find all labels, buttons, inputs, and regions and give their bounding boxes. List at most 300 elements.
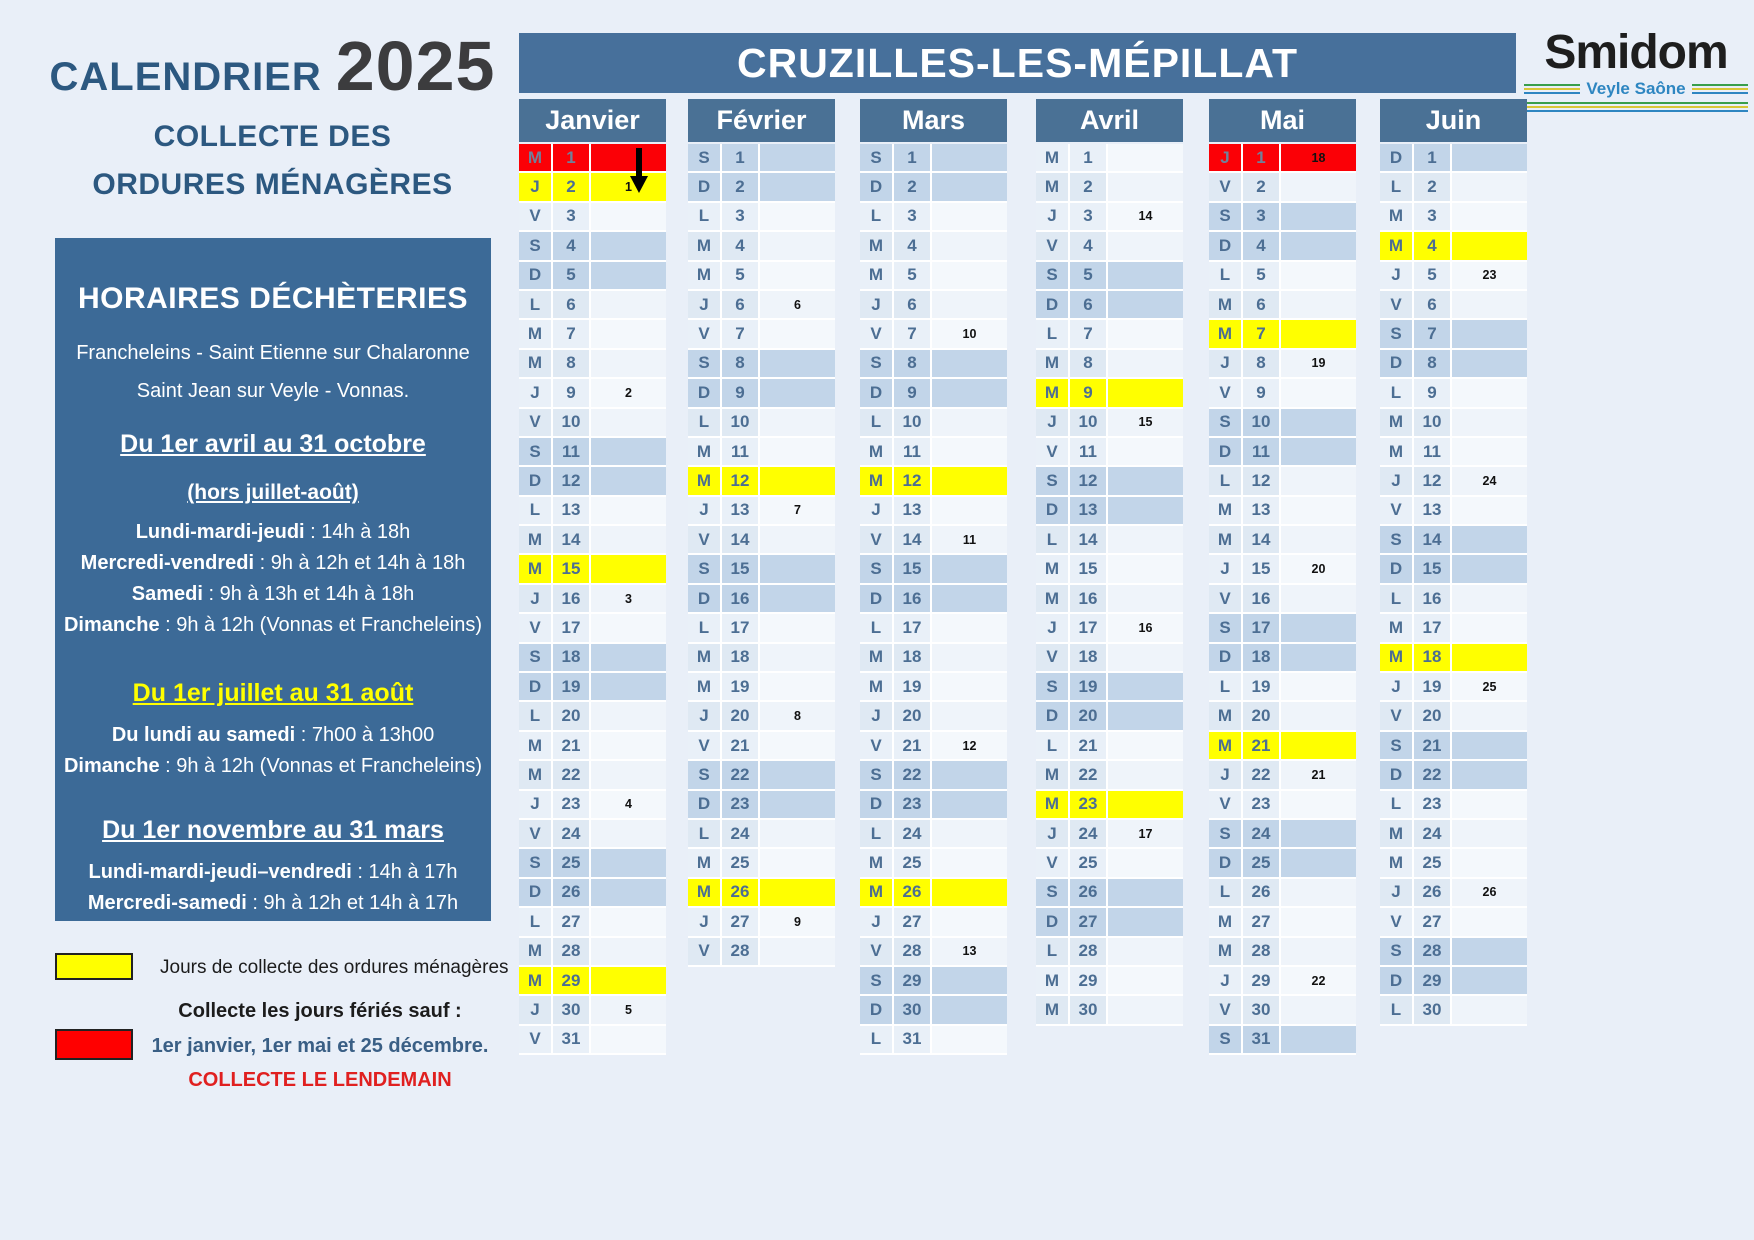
day-row xyxy=(860,350,1007,379)
day-number: 1 xyxy=(722,144,760,173)
day-letter: M xyxy=(519,526,553,555)
day-number: 23 xyxy=(1243,791,1281,820)
day-number: 12 xyxy=(1414,467,1452,496)
day-row xyxy=(860,938,1007,967)
day-row xyxy=(519,497,666,526)
week-number-cell xyxy=(591,614,666,643)
day-letter: M xyxy=(1036,144,1070,173)
day-letter: S xyxy=(1036,879,1070,908)
day-letter: J xyxy=(1380,467,1414,496)
day-letter: M xyxy=(519,350,553,379)
day-row xyxy=(688,173,835,202)
day-row xyxy=(860,614,1007,643)
week-number-cell xyxy=(760,938,835,967)
day-number: 10 xyxy=(553,409,591,438)
day-number: 17 xyxy=(1070,614,1108,643)
day-row xyxy=(1380,732,1527,761)
day-letter: D xyxy=(519,879,553,908)
day-number: 2 xyxy=(553,173,591,202)
week-number-cell xyxy=(1281,996,1356,1025)
day-number: 22 xyxy=(894,761,932,790)
day-number: 22 xyxy=(1414,761,1452,790)
week-number-cell xyxy=(932,438,1007,467)
day-row xyxy=(519,379,666,408)
week-number-cell xyxy=(932,820,1007,849)
day-letter: M xyxy=(1209,702,1243,731)
day-row xyxy=(688,262,835,291)
day-row xyxy=(1036,173,1183,202)
day-number: 28 xyxy=(1243,938,1281,967)
week-number-cell xyxy=(591,291,666,320)
week-number-cell xyxy=(1452,849,1527,878)
day-letter: D xyxy=(1209,232,1243,261)
day-letter: M xyxy=(519,555,553,584)
day-letter: M xyxy=(1380,409,1414,438)
day-letter: D xyxy=(860,173,894,202)
day-number: 26 xyxy=(1243,879,1281,908)
day-row xyxy=(1209,791,1356,820)
week-number-cell xyxy=(1452,291,1527,320)
day-letter: M xyxy=(860,879,894,908)
day-letter: L xyxy=(688,614,722,643)
day-number: 20 xyxy=(553,702,591,731)
day-number: 27 xyxy=(1070,908,1108,937)
title-line xyxy=(50,26,495,106)
week-number-cell xyxy=(1281,702,1356,731)
day-number: 27 xyxy=(1414,908,1452,937)
day-letter: L xyxy=(1036,320,1070,349)
day-number: 25 xyxy=(894,849,932,878)
day-letter: D xyxy=(860,585,894,614)
month-column xyxy=(519,99,666,1055)
day-letter: M xyxy=(860,232,894,261)
day-row xyxy=(688,526,835,555)
day-letter: S xyxy=(519,232,553,261)
week-number-cell xyxy=(1108,849,1183,878)
day-letter: M xyxy=(1380,644,1414,673)
week-number-cell xyxy=(1452,585,1527,614)
day-row xyxy=(1036,879,1183,908)
day-letter: V xyxy=(519,203,553,232)
day-number: 6 xyxy=(894,291,932,320)
day-row xyxy=(1380,938,1527,967)
day-letter: S xyxy=(1036,467,1070,496)
day-number: 27 xyxy=(894,908,932,937)
day-number: 8 xyxy=(553,350,591,379)
day-number: 13 xyxy=(1070,497,1108,526)
day-number: 4 xyxy=(722,232,760,261)
week-number-cell: 21 xyxy=(1281,761,1356,790)
day-letter: L xyxy=(519,702,553,731)
day-row xyxy=(1036,996,1183,1025)
week-number-cell: 4 xyxy=(591,791,666,820)
day-number: 4 xyxy=(553,232,591,261)
day-row xyxy=(860,1026,1007,1055)
day-number: 28 xyxy=(894,938,932,967)
day-row xyxy=(1036,938,1183,967)
day-row xyxy=(1036,409,1183,438)
week-number-cell xyxy=(1108,879,1183,908)
day-row xyxy=(1380,673,1527,702)
day-row xyxy=(860,879,1007,908)
day-letter: J xyxy=(519,379,553,408)
day-row xyxy=(860,849,1007,878)
page-title: CALENDRIER xyxy=(49,55,322,99)
day-row xyxy=(519,320,666,349)
day-row xyxy=(688,585,835,614)
subtitle-line1: COLLECTE DES xyxy=(153,120,392,153)
day-row xyxy=(1380,908,1527,937)
week-number-cell: 22 xyxy=(1281,967,1356,996)
day-row xyxy=(688,467,835,496)
day-number: 4 xyxy=(1414,232,1452,261)
day-row xyxy=(1036,820,1183,849)
day-letter: V xyxy=(1209,585,1243,614)
day-number: 30 xyxy=(1414,996,1452,1025)
day-letter: M xyxy=(1036,761,1070,790)
day-row xyxy=(1209,497,1356,526)
week-number-cell xyxy=(1452,173,1527,202)
week-number-cell xyxy=(1108,526,1183,555)
day-letter: M xyxy=(688,673,722,702)
day-number: 17 xyxy=(1414,614,1452,643)
day-letter: V xyxy=(1209,173,1243,202)
day-letter: S xyxy=(1380,320,1414,349)
day-number: 31 xyxy=(1243,1026,1281,1055)
day-letter: V xyxy=(688,320,722,349)
week-number-cell xyxy=(591,938,666,967)
week-number-cell: 15 xyxy=(1108,409,1183,438)
day-number: 2 xyxy=(1243,173,1281,202)
day-row xyxy=(1036,379,1183,408)
day-letter: M xyxy=(1380,203,1414,232)
week-number-cell xyxy=(760,262,835,291)
week-number-cell xyxy=(760,203,835,232)
legend-holiday-note: COLLECTE LE LENDEMAIN xyxy=(188,1069,452,1091)
day-number: 28 xyxy=(1070,938,1108,967)
day-letter: L xyxy=(860,614,894,643)
day-number: 6 xyxy=(1414,291,1452,320)
day-row xyxy=(1209,585,1356,614)
day-number: 29 xyxy=(894,967,932,996)
schedule-entry: Mercredi-vendredi : 9h à 12h et 14h à 18h xyxy=(80,552,466,574)
day-number: 9 xyxy=(1414,379,1452,408)
week-number-cell xyxy=(932,791,1007,820)
day-letter: M xyxy=(519,732,553,761)
day-letter: V xyxy=(860,938,894,967)
day-row xyxy=(519,673,666,702)
week-number-cell xyxy=(1452,232,1527,261)
day-letter: M xyxy=(1209,938,1243,967)
day-letter: D xyxy=(1036,908,1070,937)
week-number-cell xyxy=(932,173,1007,202)
day-number: 16 xyxy=(1243,585,1281,614)
day-row xyxy=(860,320,1007,349)
day-number: 23 xyxy=(894,791,932,820)
day-letter: M xyxy=(860,644,894,673)
day-number: 26 xyxy=(1070,879,1108,908)
day-letter: M xyxy=(1380,438,1414,467)
day-letter: J xyxy=(1036,820,1070,849)
day-letter: S xyxy=(1380,732,1414,761)
week-number-cell xyxy=(932,291,1007,320)
smidom-logo xyxy=(1524,28,1748,112)
day-row xyxy=(1380,291,1527,320)
day-number: 1 xyxy=(1243,144,1281,173)
day-letter: J xyxy=(688,702,722,731)
day-letter: S xyxy=(519,644,553,673)
day-number: 13 xyxy=(553,497,591,526)
day-row xyxy=(1209,1026,1356,1055)
week-number-cell: 26 xyxy=(1452,879,1527,908)
day-number: 30 xyxy=(894,996,932,1025)
week-number-cell xyxy=(932,144,1007,173)
day-row xyxy=(1380,761,1527,790)
week-number-cell xyxy=(1452,320,1527,349)
day-row xyxy=(1209,467,1356,496)
week-number-cell xyxy=(760,614,835,643)
day-number: 19 xyxy=(1070,673,1108,702)
day-number: 13 xyxy=(894,497,932,526)
day-number: 28 xyxy=(1414,938,1452,967)
day-row xyxy=(519,732,666,761)
week-number-cell xyxy=(1281,820,1356,849)
day-row xyxy=(688,732,835,761)
day-letter: L xyxy=(1036,938,1070,967)
day-number: 20 xyxy=(1070,702,1108,731)
day-row xyxy=(1209,409,1356,438)
week-number-cell xyxy=(1281,291,1356,320)
day-row xyxy=(1036,526,1183,555)
day-letter: V xyxy=(1380,497,1414,526)
week-number-cell xyxy=(591,555,666,584)
day-number: 2 xyxy=(722,173,760,202)
day-number: 7 xyxy=(1070,320,1108,349)
day-row xyxy=(519,555,666,584)
day-number: 17 xyxy=(1243,614,1281,643)
day-number: 19 xyxy=(894,673,932,702)
week-number-cell xyxy=(591,761,666,790)
day-number: 27 xyxy=(722,908,760,937)
day-letter: L xyxy=(1209,879,1243,908)
day-row xyxy=(860,673,1007,702)
day-number: 15 xyxy=(722,555,760,584)
day-number: 25 xyxy=(1414,849,1452,878)
day-row xyxy=(1209,967,1356,996)
day-row xyxy=(1209,232,1356,261)
day-letter: L xyxy=(860,1026,894,1055)
month-header: Juin xyxy=(1380,99,1527,142)
week-number-cell xyxy=(1281,673,1356,702)
day-letter: V xyxy=(519,409,553,438)
day-number: 21 xyxy=(1070,732,1108,761)
week-number-cell xyxy=(591,1026,666,1055)
day-number: 7 xyxy=(894,320,932,349)
day-number: 18 xyxy=(553,644,591,673)
week-number-cell xyxy=(591,438,666,467)
week-number-cell xyxy=(1108,702,1183,731)
day-row xyxy=(688,614,835,643)
day-letter: J xyxy=(860,908,894,937)
week-number-cell xyxy=(1452,761,1527,790)
week-number-cell xyxy=(1452,938,1527,967)
day-row xyxy=(688,409,835,438)
day-letter: S xyxy=(1209,409,1243,438)
week-number-cell xyxy=(1281,585,1356,614)
day-letter: S xyxy=(1036,673,1070,702)
day-letter: J xyxy=(1380,673,1414,702)
day-row xyxy=(519,761,666,790)
week-number-cell xyxy=(760,526,835,555)
day-number: 17 xyxy=(722,614,760,643)
day-number: 8 xyxy=(1414,350,1452,379)
day-number: 24 xyxy=(1414,820,1452,849)
week-number-cell xyxy=(1108,996,1183,1025)
day-letter: L xyxy=(1209,467,1243,496)
week-number-cell xyxy=(591,409,666,438)
month-header: Février xyxy=(688,99,835,142)
commune-banner: CRUZILLES-LES-MÉPILLAT xyxy=(519,33,1516,93)
day-letter: L xyxy=(1380,791,1414,820)
day-letter: M xyxy=(688,879,722,908)
day-letter: L xyxy=(519,497,553,526)
day-letter: S xyxy=(688,350,722,379)
week-number-cell xyxy=(1281,791,1356,820)
day-number: 7 xyxy=(1243,320,1281,349)
month-column xyxy=(860,99,1007,1055)
week-number-cell xyxy=(932,996,1007,1025)
day-row xyxy=(688,702,835,731)
day-number: 10 xyxy=(1414,409,1452,438)
day-number: 31 xyxy=(894,1026,932,1055)
day-letter: D xyxy=(860,379,894,408)
day-number: 5 xyxy=(1243,262,1281,291)
week-number-cell xyxy=(1452,409,1527,438)
day-row xyxy=(1036,232,1183,261)
day-letter: M xyxy=(860,262,894,291)
day-number: 12 xyxy=(722,467,760,496)
week-number-cell xyxy=(760,644,835,673)
day-letter: D xyxy=(519,673,553,702)
day-letter: V xyxy=(688,526,722,555)
day-number: 26 xyxy=(894,879,932,908)
day-number: 14 xyxy=(1243,526,1281,555)
week-number-cell xyxy=(1452,144,1527,173)
day-row xyxy=(860,996,1007,1025)
day-letter: S xyxy=(688,761,722,790)
day-row xyxy=(860,144,1007,173)
day-number: 9 xyxy=(894,379,932,408)
day-letter: J xyxy=(688,497,722,526)
sidebar-locations-line1: Francheleins - Saint Etienne sur Chalaronne xyxy=(76,342,470,364)
day-number: 12 xyxy=(1070,467,1108,496)
week-number-cell xyxy=(1452,614,1527,643)
day-number: 21 xyxy=(1243,732,1281,761)
day-number: 13 xyxy=(722,497,760,526)
day-letter: D xyxy=(860,791,894,820)
day-number: 14 xyxy=(1070,526,1108,555)
day-row xyxy=(1209,555,1356,584)
week-number-cell: 3 xyxy=(591,585,666,614)
week-number-cell xyxy=(932,350,1007,379)
day-letter: M xyxy=(860,438,894,467)
day-letter: V xyxy=(1380,908,1414,937)
day-number: 8 xyxy=(894,350,932,379)
week-number-cell xyxy=(591,879,666,908)
day-number: 8 xyxy=(1243,350,1281,379)
day-row xyxy=(860,702,1007,731)
day-number: 25 xyxy=(722,849,760,878)
week-number-cell xyxy=(1108,761,1183,790)
day-number: 18 xyxy=(1243,644,1281,673)
day-letter: J xyxy=(519,173,553,202)
week-number-cell xyxy=(1452,908,1527,937)
week-number-cell xyxy=(1452,497,1527,526)
day-letter: D xyxy=(860,996,894,1025)
week-number-cell xyxy=(1452,526,1527,555)
day-row xyxy=(688,791,835,820)
page-year: 2025 xyxy=(335,27,496,105)
sidebar-sections xyxy=(61,430,485,915)
day-row xyxy=(519,614,666,643)
months xyxy=(519,99,1529,1240)
day-letter: S xyxy=(860,967,894,996)
day-row xyxy=(860,232,1007,261)
day-number: 14 xyxy=(553,526,591,555)
day-number: 29 xyxy=(1070,967,1108,996)
week-number-cell: 8 xyxy=(760,702,835,731)
day-row xyxy=(688,350,835,379)
day-letter: S xyxy=(860,350,894,379)
day-letter: V xyxy=(1036,438,1070,467)
day-number: 3 xyxy=(1070,203,1108,232)
day-number: 5 xyxy=(894,262,932,291)
smidom-logo-name: Smidom xyxy=(1544,26,1728,79)
week-number-cell xyxy=(760,820,835,849)
week-number-cell xyxy=(1452,791,1527,820)
day-letter: M xyxy=(688,644,722,673)
day-letter: V xyxy=(688,938,722,967)
day-letter: J xyxy=(1209,144,1243,173)
day-letter: V xyxy=(860,732,894,761)
day-number: 12 xyxy=(553,467,591,496)
week-number-cell xyxy=(591,820,666,849)
week-number-cell xyxy=(1108,673,1183,702)
day-row xyxy=(860,173,1007,202)
day-letter: L xyxy=(1209,262,1243,291)
week-number-cell xyxy=(1108,585,1183,614)
day-number: 22 xyxy=(1070,761,1108,790)
day-number: 19 xyxy=(1243,673,1281,702)
day-number: 3 xyxy=(894,203,932,232)
week-number-cell xyxy=(591,467,666,496)
day-row xyxy=(1380,379,1527,408)
day-number: 22 xyxy=(553,761,591,790)
day-row xyxy=(1036,585,1183,614)
week-number-cell xyxy=(760,555,835,584)
week-number-cell xyxy=(1108,791,1183,820)
month-column xyxy=(1209,99,1356,1055)
schedule-heading: Du 1er avril au 31 octobre xyxy=(120,430,426,458)
day-number: 7 xyxy=(1414,320,1452,349)
week-number-cell xyxy=(591,908,666,937)
week-number-cell xyxy=(1281,409,1356,438)
week-number-cell xyxy=(591,644,666,673)
day-number: 10 xyxy=(894,409,932,438)
week-number-cell: 6 xyxy=(760,291,835,320)
day-number: 18 xyxy=(894,644,932,673)
legend-holiday-dates: 1er janvier, 1er mai et 25 décembre. xyxy=(151,1035,489,1057)
